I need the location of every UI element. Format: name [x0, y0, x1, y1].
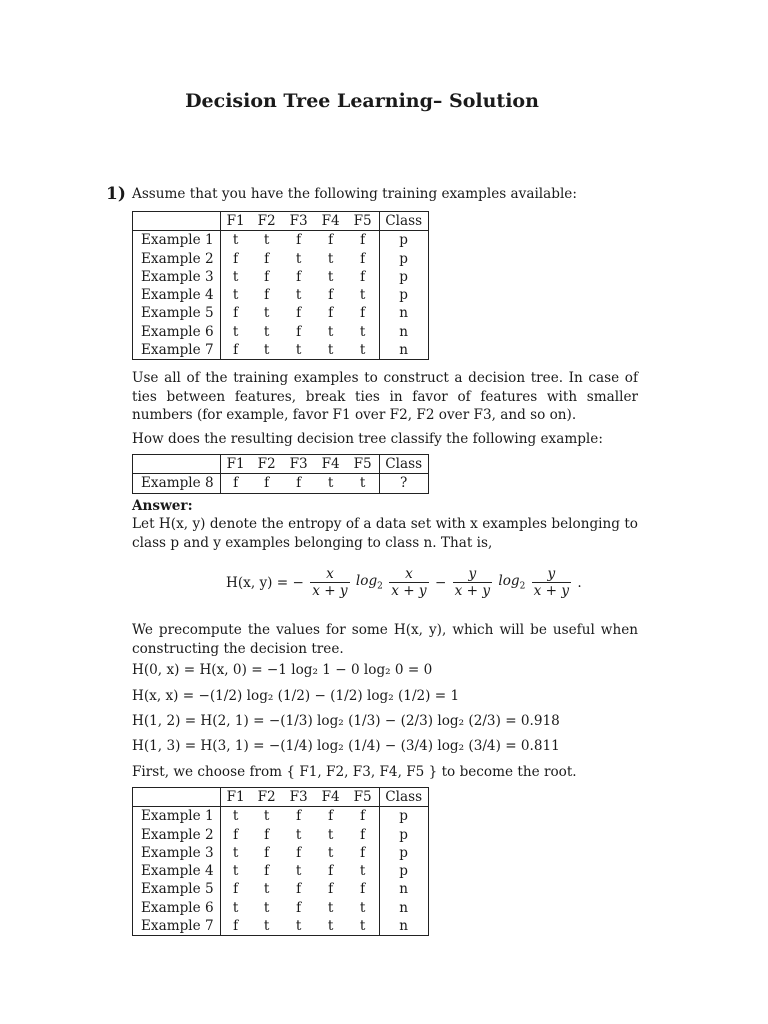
feature-cell: t: [359, 475, 366, 492]
equation-h0: H(0, x) = H(x, 0) = −1 log₂ 1 − 0 log₂ 0 = 0: [132, 662, 433, 678]
row-label: Example 1: [133, 807, 221, 826]
row-label: Example 6: [133, 323, 221, 341]
feature-cell: f: [328, 808, 334, 825]
class-cell: p: [379, 231, 428, 250]
fraction-denominator: x + y: [312, 583, 348, 599]
table-corner-cell: [133, 212, 221, 231]
feature-cell: t: [295, 826, 302, 843]
precompute-paragraph: We precompute the values for some H(x, y), which will be useful when constructing the decision tree.: [132, 622, 638, 657]
feature-cell: t: [327, 342, 334, 359]
minus-sign: −: [434, 574, 447, 591]
column-header: F1: [220, 788, 251, 807]
feature-cell: t: [295, 287, 302, 304]
table-row: [133, 286, 429, 304]
class-cell: n: [379, 304, 428, 322]
feature-cell: f: [264, 268, 270, 285]
class-cell: p: [379, 286, 428, 304]
root-choice-paragraph: First, we choose from { F1, F2, F3, F4, F5 } to become the root.: [132, 764, 577, 780]
feature-cell: f: [296, 844, 302, 861]
feature-cell: f: [360, 232, 366, 249]
feature-cell: t: [232, 808, 239, 825]
feature-cell: f: [233, 342, 239, 359]
fraction-y: [453, 566, 492, 599]
column-header: Class: [379, 788, 428, 807]
row-label: Example 5: [133, 880, 221, 898]
table-row: [133, 917, 429, 936]
feature-cell: t: [295, 342, 302, 359]
feature-cell: t: [232, 232, 239, 249]
column-header: Class: [379, 212, 428, 231]
feature-cell: f: [264, 250, 270, 267]
class-cell: n: [379, 899, 428, 917]
table-row: [133, 844, 429, 862]
class-cell: n: [379, 341, 428, 360]
column-header: F2: [251, 212, 283, 231]
feature-cell: f: [233, 918, 239, 935]
feature-cell: f: [328, 232, 334, 249]
feature-cell: t: [327, 918, 334, 935]
class-cell: p: [379, 862, 428, 880]
feature-cell: f: [264, 826, 270, 843]
feature-cell: t: [263, 342, 270, 359]
feature-cell: t: [263, 899, 270, 916]
feature-cell: t: [359, 323, 366, 340]
log-text: log: [498, 573, 520, 590]
table-row: [133, 250, 429, 268]
training-examples-table: [132, 211, 429, 360]
table-corner-cell: [133, 788, 221, 807]
entropy-formula: [226, 566, 582, 599]
column-header: F1: [220, 212, 251, 231]
fraction-numerator: y: [468, 566, 477, 582]
feature-cell: t: [327, 899, 334, 916]
column-header: Class: [379, 455, 428, 474]
feature-cell: f: [296, 899, 302, 916]
feature-cell: t: [295, 918, 302, 935]
equation-hxx: H(x, x) = −(1/2) log₂ (1/2) − (1/2) log₂ (1/2) = 1: [132, 688, 460, 704]
table-row: [133, 862, 429, 880]
class-cell: p: [379, 268, 428, 286]
feature-cell: f: [233, 881, 239, 898]
feature-cell: f: [360, 268, 366, 285]
feature-cell: f: [360, 305, 366, 322]
feature-cell: t: [327, 475, 334, 492]
class-cell: p: [379, 826, 428, 844]
formula-lhs: H(x, y) = −: [226, 574, 304, 591]
row-label: Example 5: [133, 304, 221, 322]
row-label: Example 8: [133, 474, 221, 493]
feature-cell: t: [263, 323, 270, 340]
feature-cell: t: [327, 250, 334, 267]
fraction-denominator: x + y: [533, 583, 570, 599]
class-cell: p: [379, 844, 428, 862]
equation-h13: H(1, 3) = H(3, 1) = −(1/4) log₂ (1/4) − (3/4) log₂ (3/4) = 0.811: [132, 738, 560, 754]
test-example-table: [132, 454, 429, 494]
feature-cell: f: [264, 475, 270, 492]
table-row: [133, 268, 429, 286]
fraction-y-2: [532, 566, 571, 599]
feature-cell: t: [295, 250, 302, 267]
formula-period: .: [577, 574, 582, 591]
row-label: Example 3: [133, 844, 221, 862]
feature-cell: f: [360, 881, 366, 898]
class-cell: p: [379, 807, 428, 826]
column-header: F4: [315, 212, 347, 231]
column-header: F5: [347, 788, 380, 807]
instructions-paragraph: Use all of the training examples to construct a decision tree. In case of ties between features, break ties in favor of features with smaller numbers (for example, favor F1 over F2, F2 over F3, and so on).: [132, 370, 638, 423]
feature-cell: t: [359, 918, 366, 935]
table-row: [133, 341, 429, 360]
training-examples-table-repeat: [132, 787, 429, 936]
question-paragraph: How does the resulting decision tree classify the following example:: [132, 431, 603, 447]
feature-cell: f: [328, 863, 334, 880]
feature-cell: t: [263, 305, 270, 322]
column-header: F4: [315, 788, 347, 807]
feature-cell: t: [232, 323, 239, 340]
entropy-definition-paragraph: Let H(x, y) denote the entropy of a data set with x examples belonging to class p and y examples belonging to class n. That is,: [132, 516, 638, 551]
column-header: F3: [283, 212, 315, 231]
feature-cell: t: [232, 844, 239, 861]
fraction-numerator: x: [326, 566, 334, 582]
table-header-row: [133, 788, 429, 807]
class-cell: n: [379, 323, 428, 341]
feature-cell: t: [327, 826, 334, 843]
class-cell: p: [379, 250, 428, 268]
table-row: [133, 323, 429, 341]
table-row: [133, 899, 429, 917]
feature-cell: t: [327, 268, 334, 285]
column-header: F4: [315, 455, 347, 474]
fraction-denominator: x + y: [391, 583, 427, 599]
fraction-numerator: y: [547, 566, 556, 582]
feature-cell: t: [263, 881, 270, 898]
table-row: [133, 880, 429, 898]
feature-cell: t: [359, 899, 366, 916]
log-text: log: [355, 573, 378, 590]
feature-cell: t: [232, 268, 239, 285]
fraction-numerator: x: [405, 566, 413, 582]
column-header: F3: [283, 788, 315, 807]
log-base: 2: [377, 581, 383, 592]
table-header-row: [133, 212, 429, 231]
feature-cell: t: [263, 918, 270, 935]
fraction-denominator: x + y: [454, 583, 491, 599]
row-label: Example 4: [133, 862, 221, 880]
intro-text: Assume that you have the following training examples available:: [132, 186, 577, 202]
feature-cell: t: [232, 287, 239, 304]
table-row: [133, 231, 429, 250]
class-cell: n: [379, 917, 428, 936]
feature-cell: f: [264, 844, 270, 861]
answer-label: Answer:: [132, 498, 193, 514]
row-label: Example 2: [133, 826, 221, 844]
table-header-row: [133, 455, 429, 474]
table-row: [133, 807, 429, 826]
class-cell: n: [379, 880, 428, 898]
feature-cell: t: [232, 863, 239, 880]
table-corner-cell: [133, 455, 221, 474]
feature-cell: f: [296, 881, 302, 898]
feature-cell: f: [233, 826, 239, 843]
row-label: Example 7: [133, 917, 221, 936]
feature-cell: t: [295, 863, 302, 880]
feature-cell: f: [264, 863, 270, 880]
feature-cell: f: [328, 305, 334, 322]
class-cell: ?: [379, 474, 428, 493]
feature-cell: f: [360, 826, 366, 843]
row-label: Example 1: [133, 231, 221, 250]
feature-cell: f: [233, 305, 239, 322]
column-header: F5: [347, 455, 380, 474]
feature-cell: f: [360, 250, 366, 267]
feature-cell: f: [360, 844, 366, 861]
log-base: 2: [519, 581, 526, 592]
feature-cell: t: [232, 899, 239, 916]
feature-cell: f: [296, 232, 302, 249]
feature-cell: t: [263, 808, 270, 825]
table-row: [133, 826, 429, 844]
feature-cell: t: [327, 323, 334, 340]
question-number: 1): [106, 184, 126, 204]
equation-h12: H(1, 2) = H(2, 1) = −(1/3) log₂ (1/3) − (2/3) log₂ (2/3) = 0.918: [132, 713, 560, 729]
feature-cell: f: [296, 268, 302, 285]
feature-cell: f: [296, 305, 302, 322]
column-header: F2: [251, 455, 283, 474]
row-label: Example 3: [133, 268, 221, 286]
column-header: F1: [220, 455, 251, 474]
feature-cell: f: [264, 287, 270, 304]
feature-cell: f: [233, 475, 239, 492]
column-header: F3: [283, 455, 315, 474]
feature-cell: f: [296, 808, 302, 825]
feature-cell: f: [296, 323, 302, 340]
feature-cell: t: [359, 863, 366, 880]
feature-cell: f: [328, 881, 334, 898]
column-header: F2: [251, 788, 283, 807]
feature-cell: f: [328, 287, 334, 304]
row-label: Example 7: [133, 341, 221, 360]
feature-cell: f: [296, 475, 302, 492]
row-label: Example 4: [133, 286, 221, 304]
row-label: Example 6: [133, 899, 221, 917]
feature-cell: f: [360, 808, 366, 825]
table-row: [133, 304, 429, 322]
feature-cell: t: [263, 232, 270, 249]
feature-cell: t: [359, 287, 366, 304]
row-label: Example 2: [133, 250, 221, 268]
page-title: Decision Tree Learning– Solution: [185, 90, 539, 112]
feature-cell: f: [233, 250, 239, 267]
fraction-x-2: [389, 566, 428, 599]
table-row: [133, 474, 429, 493]
column-header: F5: [347, 212, 380, 231]
feature-cell: t: [359, 342, 366, 359]
feature-cell: t: [327, 844, 334, 861]
fraction-x: [310, 566, 349, 599]
